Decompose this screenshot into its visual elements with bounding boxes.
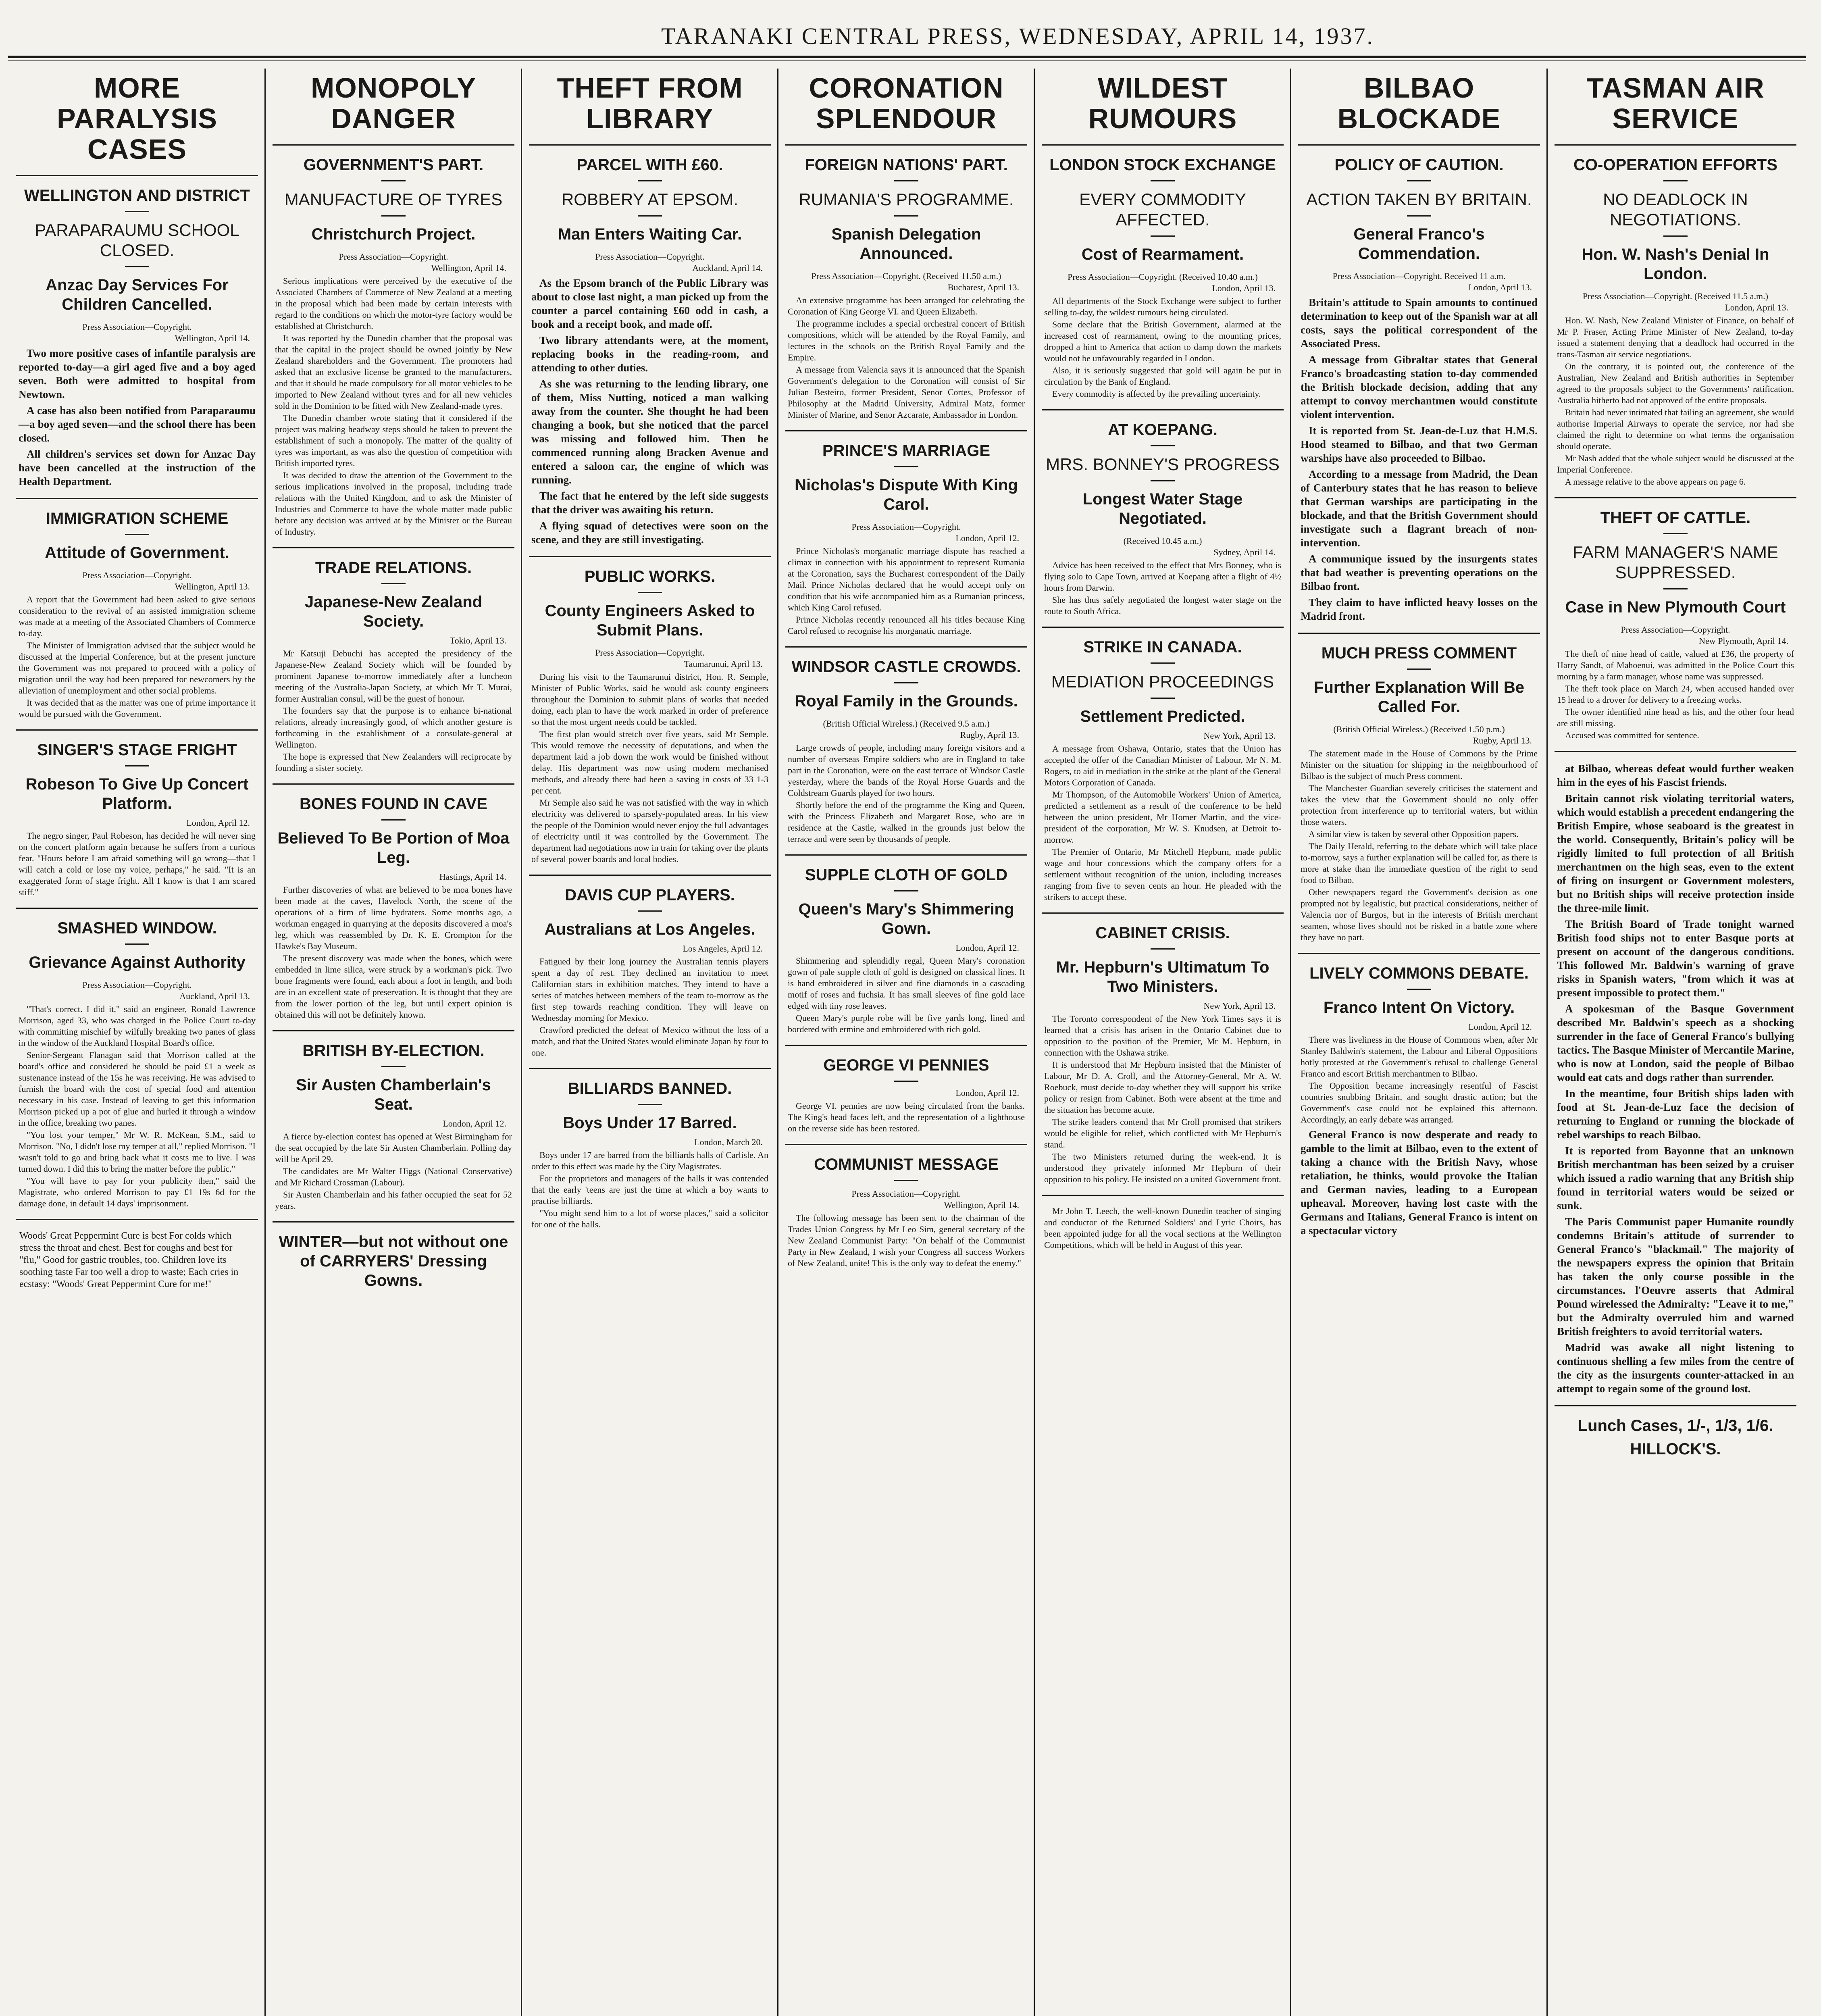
- subheading: SINGER'S STAGE FRIGHT: [37, 741, 237, 759]
- subheading: TRADE RELATIONS.: [315, 559, 472, 577]
- section-rule: [16, 1219, 258, 1220]
- section-rule: [273, 783, 514, 785]
- subheading-tertiary: County Engineers Asked to Submit Plans.: [545, 602, 755, 639]
- subheading: POLICY OF CAUTION.: [1334, 156, 1504, 174]
- body-paragraph: "That's correct. I did it," said an engineer, Ronald Lawrence Morrison, aged 33, who was charged in the Police Court to-day with committing mischief by wilfully breaking two panes of glass in the window of the Auckland Hospital Board's office.: [19, 1004, 256, 1048]
- body-paragraph: The two Ministers returned during the week-end. It is understood they privately informed Mr Hepburn of their opposition to his policy. He insisted on a united Government front.: [1044, 1152, 1281, 1184]
- dateline: London, April 12.: [186, 818, 250, 828]
- lead-paragraph: General Franco is now desperate and ready to gamble to the limit at Bilbao, even to the extent of taking a chance with the British Navy, whose retaliation, he thinks, would provoke the Italian and German navies, leading to a European upheaval. Moreover, having lost caste with the Germans and Italians, General Franco is intent on a spectacular victory: [1301, 1129, 1538, 1237]
- subheading-secondary: MANUFACTURE OF TYRES: [284, 190, 503, 209]
- heading-dash: [1663, 235, 1688, 237]
- lead-paragraph: A flying squad of detectives were soon on the scene, and they are still investigating.: [531, 520, 768, 546]
- body-paragraph: A similar view is taken by several other Opposition papers.: [1309, 829, 1519, 839]
- heading-dash: [1151, 662, 1175, 664]
- body-paragraph: Mr Semple also said he was not satisfied with the way in which electricity was delivered to sparsely-populated areas. In his view the people of the Dominion would never enjoy the full advantages of electricity until it was controlled by the Government. The department had negotiations now in train for taking over the plants of several power boards and local bodies.: [531, 798, 768, 864]
- heading-dash: [1151, 235, 1175, 237]
- column-divider: [1034, 69, 1035, 2016]
- body-paragraph: The statement made in the House of Commons by the Prime Minister on the situation for shipping in the neighbourhood of Bilbao is the subject of much Press comment.: [1301, 748, 1538, 781]
- credit-line: Press Association—Copyright.: [595, 648, 705, 658]
- subheading-tertiary: Boys Under 17 Barred.: [563, 1114, 737, 1132]
- subheading-tertiary: Mr. Hepburn's Ultimatum To Two Ministers.: [1056, 958, 1269, 996]
- lead-paragraph: Madrid was awake all night listening to continuous shelling a few miles from the centre of the city as the insurgents counter-attacked in an attempt to regain some of the ground lost.: [1557, 1341, 1794, 1395]
- dateline: London, April 12.: [955, 533, 1019, 543]
- credit-line: Press Association—Copyright.: [595, 252, 705, 262]
- heading-dash: [125, 765, 149, 766]
- section-rule: [273, 547, 514, 548]
- heading-dash: [894, 215, 918, 217]
- subheading-secondary: MEDIATION PROCEEDINGS: [1051, 672, 1274, 691]
- lead-paragraph: As the Epsom branch of the Public Library was about to close last night, a man picked up from the counter a parcel containing £60 odd in cash, a book and a receipt book, and made off.: [531, 277, 768, 330]
- subheading-tertiary: Believed To Be Portion of Moa Leg.: [277, 829, 510, 866]
- heading-dash: [1407, 215, 1431, 217]
- heading-dash: [638, 592, 662, 593]
- subheading: LIVELY COMMONS DEBATE.: [1309, 964, 1529, 982]
- heading-dash: [125, 943, 149, 945]
- body-paragraph: Prince Nicholas's morganatic marriage dispute has reached a climax in connection with his appointment to represent Rumania at the Coronation, says the Bucharest correspondent of the Daily Mail. Prince Nicholas declared that he would accept only on condition that his wife accompanied him as a Rumanian princess, which King Carol refused.: [788, 546, 1025, 612]
- lead-paragraph: A case has also been notified from Paraparaumu—a boy aged seven—and the school there has been closed.: [19, 404, 256, 444]
- advertisement: HILLOCK'S.: [1630, 1440, 1721, 1458]
- credit-line: Press Association—Copyright.: [82, 570, 192, 580]
- dateline: Auckland, April 14.: [692, 263, 763, 273]
- section-rule: [16, 908, 258, 909]
- credit-line: Press Association—Copyright. (Received 10.40 a.m.): [1068, 272, 1258, 282]
- body-paragraph: There was liveliness in the House of Commons when, after Mr Stanley Baldwin's statement, the Labour and Liberal Oppositions hotly protested at the Government's refusal to challenge General Franco and escort British merchantmen to Bilbao.: [1301, 1035, 1538, 1079]
- dateline: London, April 13.: [1725, 302, 1788, 312]
- dateline: London, April 13.: [1468, 282, 1532, 292]
- subheading-tertiary: Attitude of Government.: [45, 544, 229, 562]
- body-paragraph: Mr Thompson, of the Automobile Workers' Union of America, predicted a settlement as a result of the conference to be held between the union president, Mr Homer Martin, and the vice-president of the corporation, Mr W. S. Knudsen, at Detroit to-morrow.: [1044, 789, 1281, 845]
- subheading: GEORGE VI PENNIES: [823, 1056, 989, 1074]
- lead-paragraph: They claim to have inflicted heavy losses on the Madrid front.: [1301, 596, 1538, 622]
- body-paragraph: Advice has been received to the effect that Mrs Bonney, who is flying solo to Cape Town, arrived at Koepang after a flight of 4½ hours from Darwin.: [1044, 560, 1281, 593]
- dateline: Tokio, April 13.: [450, 635, 506, 646]
- body-paragraph: Hon. W. Nash, New Zealand Minister of Finance, on behalf of Mr P. Fraser, Acting Prime Minister of New Zealand, to-day issued a statement denying that a deadlock had occurred in the trans-Tasman air service negotiations.: [1557, 315, 1794, 359]
- body-paragraph: Sir Austen Chamberlain and his father occupied the seat for 52 years.: [275, 1189, 512, 1211]
- credit-line: Press Association—Copyright.: [82, 980, 192, 990]
- section-rule: [16, 175, 258, 176]
- subheading-tertiary: Japanese-New Zealand Society.: [304, 593, 483, 630]
- subheading: IMMIGRATION SCHEME: [46, 510, 229, 527]
- lead-paragraph: Britain cannot risk violating territorial waters, which would establish a precedent endangering the British Empire, whose seaboard is the greatest in the world. Consequently, Britain's policy will be rigidly limited to full protection of all British merchantmen on the high seas, even to the extent of firing on insurgent or Government molesters, but no British ships will receive protection inside the three-mile limit.: [1557, 792, 1794, 914]
- subheading-secondary: RUMANIA'S PROGRAMME.: [799, 190, 1014, 209]
- subheading-secondary: PARAPARAUMU SCHOOL CLOSED.: [35, 221, 239, 260]
- credit-line: Press Association—Copyright.: [851, 522, 961, 532]
- subheading: SMASHED WINDOW.: [57, 919, 217, 937]
- lead-paragraph: All children's services set down for Anzac Day have been cancelled at the instruction of the Health Department.: [19, 448, 256, 487]
- body-paragraph: Mr Nash added that the whole subject would be discussed at the Imperial Conference.: [1557, 453, 1794, 475]
- credit-line: Press Association—Copyright.: [851, 1189, 961, 1199]
- advertisement: Woods' Great Peppermint Cure is best For colds which stress the throat and chest. Best for coughs and best for "flu," Good for gastric troubles, too. Children love its soothing taste Far too well a drop to waste; Each cries in ecstasy: "Woods' Great Peppermint Cure for me!": [19, 1231, 239, 1289]
- dateline: Sydney, April 14.: [1213, 547, 1276, 557]
- heading-dash: [1151, 445, 1175, 446]
- section-rule: [273, 1030, 514, 1031]
- heading-dash: [381, 583, 406, 584]
- body-paragraph: Mr John T. Leech, the well-known Dunedin teacher of singing and conductor of the Returned Soldiers' and Lyric Choirs, has been appointed judge for all the vocal sections at the Wellington Competitions, which will be held in August of this year.: [1044, 1206, 1281, 1250]
- heading-dash: [381, 215, 406, 217]
- subheading-secondary: FARM MANAGER'S NAME SUPPRESSED.: [1573, 543, 1778, 582]
- column-divider: [777, 69, 778, 2016]
- subheading-tertiary: Settlement Predicted.: [1080, 708, 1245, 725]
- heading-dash: [381, 819, 406, 821]
- dateline: London, April 12.: [955, 1088, 1019, 1098]
- subheading-tertiary: General Franco's Commendation.: [1353, 225, 1485, 262]
- lead-paragraph: In the meantime, four British ships laden with food at St. Jean-de-Luz face the decision of returning to England or running the blockade of rebel warships to reach Bilbao.: [1557, 1087, 1794, 1141]
- dateline: New Plymouth, April 14.: [1699, 636, 1788, 646]
- body-paragraph: For the proprietors and managers of the halls it was contended that the early 'teens are just the time at which a boy wants to practise billiards.: [531, 1173, 768, 1206]
- heading-dash: [894, 890, 918, 891]
- lead-paragraph: Two library attendants were, at the moment, replacing books in the reading-room, and attending to other duties.: [531, 334, 768, 374]
- subheading: GOVERNMENT'S PART.: [303, 156, 484, 174]
- body-paragraph: The owner identified nine head as his, and the other four head are still missing.: [1557, 707, 1794, 728]
- body-paragraph: Large crowds of people, including many foreign visitors and a number of overseas Empire soldiers who are in England to take part in the Coronation, were on the east terrace of Windsor Castle yesterday, where the bands of the Royal Horse Guards and the Coldstream Guards played for two hours.: [788, 743, 1025, 798]
- body-paragraph: Queen Mary's purple robe will be five yards long, lined and bordered with ermine and embroidered with rich gold.: [788, 1013, 1025, 1034]
- section-rule: [529, 1068, 771, 1069]
- section-rule: [1298, 633, 1540, 634]
- subheading: WINDSOR CASTLE CROWDS.: [791, 658, 1021, 676]
- body-paragraph: It was decided to draw the attention of the Government to the serious implications involved in the proposal, including trade relations with the United Kingdom, and to ask the Minister of Industries and Commerce to have the whole matter made public before any decision was arrived at by the Minister or the Bureau of Industry.: [275, 470, 512, 537]
- body-paragraph: A message from Oshawa, Ontario, states that the Union has accepted the offer of the Canadian Minister of Labour, Mr N. M. Rogers, to aid in mediation in the strike at the plant of the General Motors Corporation of Canada.: [1044, 744, 1281, 787]
- body-paragraph: It was reported by the Dunedin chamber that the proposal was that the capital in the project should be owned jointly by New Zealand shareholders and the Government. The promoters had asked that an exclusive license be granted to the manufacturers, and that it should be made compulsory for all motor vehicles to be imported to New Zealand without tyres and for all new vehicles sold in the Dominion to be fitted with New Zealand-made tyres.: [275, 333, 512, 411]
- body-paragraph: The Dunedin chamber wrote stating that it considered if the project was making headway steps should be taken to prevent the establishment of such a monopoly. The matter of the quality of tyres was important, as was also the question of competition with British imported tyres.: [275, 413, 512, 468]
- credit-line: Press Association—Copyright.: [1621, 625, 1730, 635]
- body-paragraph: Mr Katsuji Debuchi has accepted the presidency of the Japanese-New Zealand Society which will be founded by prominent Japanese to-morrow immediately after a luncheon meeting of the Australia-Japan Society, at which Mr T. Murai, former Australian consul, will be the guest of honour.: [275, 648, 512, 704]
- section-rule: [1555, 144, 1796, 146]
- section-rule: [1555, 1405, 1796, 1406]
- section-rule: [785, 1144, 1027, 1145]
- credit-line: Press Association—Copyright. (Received 11.5 a.m.): [1583, 291, 1768, 301]
- heading-dash: [381, 1066, 406, 1067]
- subheading-tertiary: Sir Austen Chamberlain's Seat.: [296, 1076, 491, 1113]
- body-paragraph: The theft of nine head of cattle, valued at £36, the property of Harry Sandt, of Mahoenui, was admitted in the Police Court this morning by a farm manager, whose name was suppressed.: [1557, 649, 1794, 681]
- body-paragraph: The present discovery was made when the bones, which were embedded in lime silica, were struck by a workman's pick. Two bone fragments were found, each about a foot in length, and both are in an excellent state of preservation. It is thought that they are from the lower portion of the leg, but until expert opinion is obtained this will not be definitely known.: [275, 953, 512, 1020]
- subheading: STRIKE IN CANADA.: [1083, 638, 1242, 656]
- body-paragraph: The Daily Herald, referring to the debate which will take place to-morrow, says a further explanation will be called for, as there is more at stake than the immediate question of the right to send food to Bilbao.: [1301, 841, 1538, 885]
- credit-line: Press Association—Copyright.: [339, 252, 448, 262]
- column-headline: MONOPOLY DANGER: [311, 72, 476, 134]
- lead-paragraph: Britain's attitude to Spain amounts to continued determination to keep out of the Spanish war at all costs, says the political correspondent of the Associated Press.: [1301, 296, 1538, 350]
- dateline: Bucharest, April 13.: [947, 282, 1019, 292]
- body-paragraph: Serious implications were perceived by the executive of the Associated Chambers of Commerce of New Zealand at a meeting in the proposal which had been made by certain interests with regard to the conditions on which the motor-tyre factory would be established at Christchurch.: [275, 276, 512, 331]
- heading-dash: [125, 211, 149, 212]
- body-paragraph: George VI. pennies are now being circulated from the banks. The King's head faces left, and the representation of a lighthouse on the reverse side has been restored.: [788, 1101, 1025, 1133]
- dateline: Hastings, April 14.: [439, 872, 506, 882]
- advertisement: WINTER—but not without one of CARRYERS' Dressing Gowns.: [279, 1233, 508, 1289]
- dateline: Rugby, April 13.: [960, 730, 1019, 740]
- subheading: BILLIARDS BANNED.: [568, 1080, 732, 1098]
- body-paragraph: Shimmering and splendidly regal, Queen Mary's coronation gown of pale supple cloth of gold is designed on classical lines. It is hand embroidered in silver and fine diamonds in a cascading motif of roses and fuchsia. It has small sleeves of fine gold lace edged with tiny rose leaves.: [788, 956, 1025, 1011]
- subheading-tertiary: Hon. W. Nash's Denial In London.: [1582, 246, 1769, 283]
- section-rule: [273, 1221, 514, 1223]
- heading-dash: [894, 466, 918, 467]
- lead-paragraph: A spokesman of the Basque Government described Mr. Baldwin's speech as a shocking surrender in the face of General Franco's bullying tactics. The Basque Minister of Mercantile Marine, who is now at London, said the people of Bilbao would eat cats and dogs rather than surrender.: [1557, 1003, 1794, 1083]
- subheading-secondary: EVERY COMMODITY AFFECTED.: [1079, 190, 1246, 229]
- subheading: BONES FOUND IN CAVE: [300, 795, 487, 813]
- body-paragraph: Further discoveries of what are believed to be moa bones have been made at the caves, Havelock North, the scene of the operations of a firm of lime hydraters. Some months ago, a workman engaged in quarrying at the deposits discovered a moa's leg, which was reassembled by Dr. K. E. Crompton for the Hawke's Bay Museum.: [275, 885, 512, 951]
- body-paragraph: Prince Nicholas recently renounced all his titles because King Carol refused to recognise his morganatic marriage.: [788, 614, 1025, 636]
- section-rule: [529, 556, 771, 557]
- column-headline: MORE PARALYSIS CASES: [57, 72, 217, 165]
- body-paragraph: Also, it is seriously suggested that gold will again be put in circulation by the Bank of England.: [1044, 365, 1281, 387]
- body-paragraph: The hope is expressed that New Zealanders will reciprocate by founding a sister society.: [275, 752, 512, 773]
- subheading: PRINCE'S MARRIAGE: [822, 442, 991, 460]
- subheading-tertiary: Australians at Los Angeles.: [544, 921, 755, 938]
- dateline: London, April 13.: [1212, 283, 1276, 293]
- body-paragraph: The Toronto correspondent of the New York Times says it is learned that a crisis has arisen in the Ontario Cabinet due to opposition to the position of the Premier, Mr M. Hepburn, in connection with the Oshawa strike.: [1044, 1014, 1281, 1058]
- column-3: [529, 69, 771, 2016]
- column-headline: TASMAN AIR SERVICE: [1586, 72, 1765, 134]
- dateline: London, April 12.: [443, 1118, 506, 1129]
- subheading: SUPPLE CLOTH OF GOLD: [805, 866, 1008, 884]
- heading-dash: [638, 180, 662, 181]
- subheading-secondary: ROBBERY AT EPSOM.: [561, 190, 739, 209]
- masthead-rule: [8, 56, 1806, 58]
- heading-dash: [638, 910, 662, 912]
- subheading: MUCH PRESS COMMENT: [1321, 644, 1517, 662]
- dateline: Wellington, April 14.: [175, 333, 250, 343]
- heading-dash: [1407, 669, 1431, 670]
- body-paragraph: The programme includes a special orchestral concert of British compositions, which will be attended by the Royal Family, and lectures in the schools on the British Royal Family and the Empire.: [788, 319, 1025, 362]
- body-paragraph: The candidates are Mr Walter Higgs (National Conservative) and Mr Richard Crossman (Labour).: [275, 1166, 512, 1187]
- dateline: Wellington, April 14.: [944, 1200, 1019, 1210]
- body-paragraph: "You lost your temper," Mr W. R. McKean, S.M., said to Morrison. "No, I didn't lose my temper at all," replied Morrison. "I wasn't told to go and bring back what it costs me to live. I was turned down. I did this to bring the matter before the public.": [19, 1130, 256, 1174]
- heading-dash: [125, 534, 149, 535]
- body-paragraph: Fatigued by their long journey the Australian tennis players spent a day of rest. They declined an invitation to meet Californian stars in exhibition matches. They intend to have a series of matches between members of the team to-morrow as the first step towards reaching condition. They will leave on Wednesday morning for Mexico.: [531, 956, 768, 1023]
- section-rule: [16, 498, 258, 499]
- body-paragraph: During his visit to the Taumarunui district, Hon. R. Semple, Minister of Public Works, said he would ask county engineers throughout the Dominion to submit plans of works that needed doing, each plan to have the work marked in order of preference so that the most urgent needs could be tackled.: [531, 672, 768, 727]
- section-rule: [1042, 409, 1284, 410]
- section-rule: [785, 430, 1027, 431]
- subheading: AT KOEPANG.: [1108, 421, 1217, 439]
- dateline: New York, April 13.: [1203, 1001, 1276, 1011]
- subheading: PUBLIC WORKS.: [584, 568, 716, 585]
- body-paragraph: A report that the Government had been asked to give serious consideration to the revival of an assisted immigration scheme was made at a meeting of the Associated Chambers of Commerce to-day.: [19, 594, 256, 638]
- column-divider: [1290, 69, 1291, 2016]
- column-divider: [1546, 69, 1548, 2016]
- subheading: CO-OPERATION EFFORTS: [1573, 156, 1777, 174]
- body-paragraph: The negro singer, Paul Robeson, has decided he will never sing on the concert platform again because he suffers from a curious fear. "Hours before I am afraid something will go wrong—that I will catch a cold or lose my voice, perhaps," he said. "It is an exaggerated form of stage fright. All I know is that I am scared stiff.": [19, 831, 256, 897]
- body-paragraph: Senior-Sergeant Flanagan said that Morrison called at the board's office and considered he should be paid £1 a week as sustenance instead of the 15s he was receiving. He was advised to furnish the board with the cost of special food and attention necessary in his case. Instead of leaving to get this information Morrison picked up a pot of glue and hurled it through a window in the office, breaking two panes.: [19, 1050, 256, 1128]
- body-paragraph: Every commodity is affected by the prevailing uncertainty.: [1052, 389, 1261, 399]
- section-rule: [16, 729, 258, 731]
- body-paragraph: The first plan would stretch over five years, said Mr Semple. This would remove the necessity of deputations, and when the department laid a job down the work would be finished without delay. His department was now using modern mechanised methods, and already there had been a saving in costs of 33 1-3 per cent.: [531, 729, 768, 796]
- dateline: Los Angeles, April 12.: [683, 943, 763, 954]
- body-paragraph: Other newspapers regard the Government's decision as one prompted not by legalistic, but practical considerations, neither of Valencia nor of Burgos, but in the interests of British merchant seamen, whose lives should not be risked in a battle zone where they have no part.: [1301, 887, 1538, 942]
- credit-line: Press Association—Copyright.: [82, 322, 192, 332]
- lead-paragraph: at Bilbao, whereas defeat would further weaken him in the eyes of his Fascist friends.: [1557, 762, 1794, 788]
- subheading-tertiary: Christchurch Project.: [311, 225, 476, 243]
- body-paragraph: Boys under 17 are barred from the billiards halls of Carlisle. An order to this effect was made by the City Magistrates.: [531, 1150, 768, 1171]
- column-1: [16, 69, 258, 2016]
- body-paragraph: She has thus safely negotiated the longest water stage on the route to South Africa.: [1044, 595, 1281, 616]
- lead-paragraph: According to a message from Madrid, the Dean of Canterbury states that he has reason to believe that German warships are participating in the blockade, and that the British Government should investigate such a flagrant breach of non-intervention.: [1301, 468, 1538, 549]
- body-paragraph: Some declare that the British Government, alarmed at the increased cost of rearmament, owing to the mounting prices, dropped a hint to America that action to damp down the markets would not be unfavourably regarded in London.: [1044, 319, 1281, 363]
- subheading-tertiary: Queen's Mary's Shimmering Gown.: [798, 900, 1014, 937]
- section-rule: [1555, 497, 1796, 498]
- heading-dash: [1407, 180, 1431, 181]
- heading-dash: [894, 180, 918, 181]
- section-rule: [1298, 144, 1540, 146]
- subheading-secondary: NO DEADLOCK IN NEGOTIATIONS.: [1603, 190, 1748, 229]
- section-rule: [785, 854, 1027, 856]
- subheading: WELLINGTON AND DISTRICT: [24, 187, 250, 204]
- heading-dash: [1151, 698, 1175, 699]
- dateline: Rugby, April 13.: [1473, 735, 1532, 746]
- subheading-tertiary: Man Enters Waiting Car.: [558, 225, 742, 243]
- subheading-secondary: ACTION TAKEN BY BRITAIN.: [1306, 190, 1532, 209]
- body-paragraph: The Opposition became increasingly resentful of Fascist countries snubbing Britain, and sought drastic action; but the Government's case could not be explained this afternoon. Accordingly, an early debate was arranged.: [1301, 1081, 1538, 1125]
- section-rule: [1042, 912, 1284, 914]
- lead-paragraph: Two more positive cases of infantile paralysis are reported to-day—a girl aged five and a boy aged seven. Both were admitted to hospital from Newtown.: [19, 347, 256, 400]
- section-rule: [1042, 144, 1284, 146]
- lead-paragraph: The British Board of Trade tonight warned British food ships not to enter Basque ports at present on account of the dangerous conditions. This followed Mr. Baldwin's warning of grave risks in Spanish waters, "from which it was at present impossible to protect them.": [1557, 918, 1794, 999]
- heading-dash: [1151, 948, 1175, 950]
- body-paragraph: A message from Valencia says it is announced that the Spanish Government's delegation to the Coronation will consist of Sir Julian Besteiro, former President, Senor Cortes, Professor of Philosophy at the Madrid University, Admiral Matz, former Minister of Marine, and Senor Azcarate, Ambassador in London.: [788, 364, 1025, 420]
- subheading-tertiary: Anzac Day Services For Children Cancelled.: [46, 276, 229, 313]
- advertisement: Lunch Cases, 1/-, 1/3, 1/6.: [1578, 1417, 1773, 1435]
- body-paragraph: The following message has been sent to the chairman of the Trades Union Congress by Mr Leo Sim, general secretary of the New Zealand Communist Party: "On behalf of the Communist Party in New Zealand, I wish your Congress all success Workers of New Zealand, unite! This is the only way to defeat the enemy.": [788, 1213, 1025, 1268]
- section-rule: [529, 144, 771, 146]
- heading-dash: [1663, 533, 1688, 534]
- subheading: LONDON STOCK EXCHANGE: [1049, 156, 1276, 174]
- heading-dash: [1407, 989, 1431, 990]
- heading-dash: [638, 215, 662, 217]
- dateline: New York, April 13.: [1203, 731, 1276, 741]
- lead-paragraph: It is reported from St. Jean-de-Luz that H.M.S. Hood steamed to Bilbao, and that two German warships have also proceeded to Bilbao.: [1301, 425, 1538, 464]
- dateline: Wellington, April 14.: [431, 263, 506, 273]
- subheading: PARCEL WITH £60.: [576, 156, 723, 174]
- section-rule: [785, 144, 1027, 146]
- body-paragraph: Shortly before the end of the programme the King and Queen, with the Princess Elizabeth and Margaret Rose, who are in residence at the Castle, walked in the grounds just below the terrace and were seen by thousands of people.: [788, 800, 1025, 844]
- subheading-tertiary: Further Explanation Will Be Called For.: [1314, 679, 1524, 716]
- subheading: DAVIS CUP PLAYERS.: [565, 886, 735, 904]
- dateline: London, March 20.: [694, 1137, 763, 1147]
- body-paragraph: "You might send him to a lot of worse places," said a solicitor for one of the halls.: [531, 1208, 768, 1229]
- credit-line: (Received 10.45 a.m.): [1123, 536, 1202, 546]
- lead-paragraph: It is reported from Bayonne that an unknown British merchantman has been seized by a cruiser which issued a radio warning that any British ship found in territorial waters would be seized or sunk.: [1557, 1145, 1794, 1212]
- heading-dash: [1151, 180, 1175, 181]
- lead-paragraph: The Paris Communist paper Humanite roundly condemns Britain's attitude of surrender to General Franco's "blackmail." The majority of the newspapers express the opinion that Britain has taken the only course possible in the circumstances. l'Oeuvre asserts that Admiral Pound wirelessed the Admiralty: "Leave it to me," but the Admiralty overruled him and warned British freighters to avoid territorial waters.: [1557, 1216, 1794, 1337]
- subheading-tertiary: Royal Family in the Grounds.: [795, 692, 1018, 710]
- lead-paragraph: A communique issued by the insurgents states that bad weather is preventing operations on the Bilbao front.: [1301, 553, 1538, 592]
- body-paragraph: A message relative to the above appears on page 6.: [1565, 477, 1746, 487]
- body-paragraph: It was decided that as the matter was one of prime importance it would be pursued with the Government.: [19, 698, 256, 719]
- body-paragraph: The Premier of Ontario, Mr Mitchell Hepburn, made public wage and hour concessions which the company offers for a settlement without recognition of the union, including increases ranging from five to seven cents an hour. He pleaded with the strikers to accept these.: [1044, 847, 1281, 902]
- subheading: BRITISH BY-ELECTION.: [302, 1042, 485, 1060]
- masthead-title: TARANAKI CENTRAL PRESS, WEDNESDAY, APRIL 14, 1937.: [661, 23, 1375, 49]
- dateline: Taumarunui, April 13.: [684, 659, 763, 669]
- column-divider: [521, 69, 522, 2016]
- subheading-tertiary: Spanish Delegation Announced.: [831, 225, 981, 262]
- section-rule: [273, 144, 514, 146]
- masthead: [0, 0, 1821, 60]
- subheading: FOREIGN NATIONS' PART.: [805, 156, 1008, 174]
- heading-dash: [1663, 588, 1688, 589]
- column-2: [273, 69, 514, 2016]
- column-4: [785, 69, 1027, 2016]
- credit-line: Press Association—Copyright. (Received 11.50 a.m.): [811, 271, 1001, 281]
- section-rule: [785, 646, 1027, 648]
- body-paragraph: The strike leaders contend that Mr Croll promised that strikers would be eligible for relief, which conflicted with Mr Hepburn's stand.: [1044, 1117, 1281, 1150]
- heading-dash: [638, 1104, 662, 1105]
- subheading-tertiary: Robeson To Give Up Concert Platform.: [25, 775, 249, 812]
- body-paragraph: All departments of the Stock Exchange were subject to further selling to-day, the wildest rumours being circulated.: [1044, 296, 1281, 317]
- heading-dash: [894, 1081, 918, 1082]
- credit-line: (British Official Wireless.) (Received 1.50 p.m.): [1333, 724, 1505, 734]
- column-6: [1298, 69, 1540, 2016]
- section-rule: [1555, 751, 1796, 752]
- subheading-tertiary: Franco Intent On Victory.: [1323, 999, 1515, 1016]
- heading-dash: [1151, 480, 1175, 481]
- body-paragraph: The theft took place on March 24, when accused handed over 15 head to a drover for delivery to a freezing works.: [1557, 683, 1794, 705]
- section-rule: [1042, 1195, 1284, 1196]
- credit-line: Press Association—Copyright. Received 11 a.m.: [1332, 271, 1506, 281]
- subheading: CABINET CRISIS.: [1095, 924, 1230, 942]
- body-paragraph: "You will have to pay for your publicity then," said the Magistrate, who ordered Morrison to pay £1 19s 6d for the damage done, in default 14 days' imprisonment.: [19, 1176, 256, 1208]
- dateline: Wellington, April 13.: [175, 581, 250, 591]
- heading-dash: [894, 682, 918, 683]
- body-paragraph: The Minister of Immigration advised that the subject would be discussed at the Imperial Conference, but at the present juncture the Government was not prepared to proceed with a policy of migration until the way had been prepared for newcomers by the alleviation of unemployment and other social problems.: [19, 640, 256, 696]
- column-5: [1042, 69, 1284, 2016]
- subheading: THEFT OF CATTLE.: [1600, 509, 1751, 527]
- heading-dash: [125, 266, 149, 267]
- subheading-tertiary: Grievance Against Authority: [29, 954, 246, 971]
- body-paragraph: On the contrary, it is pointed out, the conference of the Australian, New Zealand and British authorities in September agreed to the proposals subject to the Governments' ratification. Australia hitherto had not approved of the entire proposals.: [1557, 361, 1794, 405]
- column-7: [1555, 69, 1796, 2016]
- credit-line: (British Official Wireless.) (Received 9.5 a.m.): [823, 719, 990, 729]
- column-headline: THEFT FROM LIBRARY: [557, 72, 743, 134]
- section-rule: [529, 875, 771, 876]
- subheading-tertiary: Longest Water Stage Negotiated.: [1082, 490, 1243, 527]
- dateline: London, April 12.: [955, 943, 1019, 953]
- subheading-tertiary: Cost of Rearmament.: [1081, 246, 1244, 263]
- subheading-tertiary: Case in New Plymouth Court: [1565, 598, 1786, 616]
- body-paragraph: It is understood that Mr Hepburn insisted that the Minister of Labour, Mr D. A. Croll, and the Attorney-General, Mr A. W. Roebuck, must decide to-day whether they will support his strike policy or resign from Cabinet. Both were absent at the time and the situation has become acute.: [1044, 1060, 1281, 1115]
- body-paragraph: Britain had never intimated that failing an agreement, she would authorise Imperial Airways to operate the service, nor had she claimed the right to determine on what terms the organisation should operate.: [1557, 407, 1794, 451]
- column-headline: CORONATION SPLENDOUR: [809, 72, 1004, 134]
- subheading: COMMUNIST MESSAGE: [814, 1156, 999, 1173]
- heading-dash: [381, 180, 406, 181]
- body-paragraph: Accused was committed for sentence.: [1565, 730, 1699, 740]
- section-rule: [1042, 627, 1284, 628]
- dateline: Auckland, April 13.: [179, 991, 250, 1001]
- column-headline: WILDEST RUMOURS: [1088, 72, 1237, 134]
- subheading-secondary: MRS. BONNEY'S PROGRESS: [1046, 455, 1280, 474]
- body-paragraph: An extensive programme has been arranged for celebrating the Coronation of King George VI. and Queen Elizabeth.: [788, 295, 1025, 317]
- body-paragraph: Crawford predicted the defeat of Mexico without the loss of a match, and that the United States would eliminate Japan by four to one.: [531, 1025, 768, 1058]
- body-paragraph: A fierce by-election contest has opened at West Birmingham for the seat occupied by the late Sir Austen Chamberlain. Polling day will be April 29.: [275, 1131, 512, 1164]
- body-paragraph: The Manchester Guardian severely criticises the statement and takes the view that the Government should no only offer protection from interference up to territorial waters, but within those waters.: [1301, 783, 1538, 827]
- section-rule: [785, 1045, 1027, 1046]
- subheading-tertiary: Nicholas's Dispute With King Carol.: [795, 476, 1018, 513]
- masthead-rule-thin: [8, 60, 1806, 61]
- column-headline: BILBAO BLOCKADE: [1337, 72, 1501, 134]
- lead-paragraph: A message from Gibraltar states that General Franco's broadcasting station to-day commended the British blockade decision, adding that any attempt to convoy merchantmen would constitute violent intervention.: [1301, 354, 1538, 421]
- body-paragraph: The founders say that the purpose is to enhance bi-national relations, already increasingly good, of which another gesture is forthcoming in the establishment of a consulate-general at Wellington.: [275, 706, 512, 750]
- dateline: London, April 12.: [1468, 1022, 1532, 1032]
- column-divider: [264, 69, 266, 2016]
- heading-dash: [894, 1180, 918, 1181]
- lead-paragraph: The fact that he entered by the left side suggests that the driver was awaiting his return.: [531, 490, 768, 516]
- lead-paragraph: As she was returning to the lending library, one of them, Miss Nutting, noticed a man walking away from the counter. She thought he had been changing a book, but she noticed that the parcel was missing and followed him. Then he commenced running along Bracken Avenue and entered a saloon car, the engine of which was running.: [531, 378, 768, 486]
- heading-dash: [1663, 180, 1688, 181]
- section-rule: [1298, 953, 1540, 954]
